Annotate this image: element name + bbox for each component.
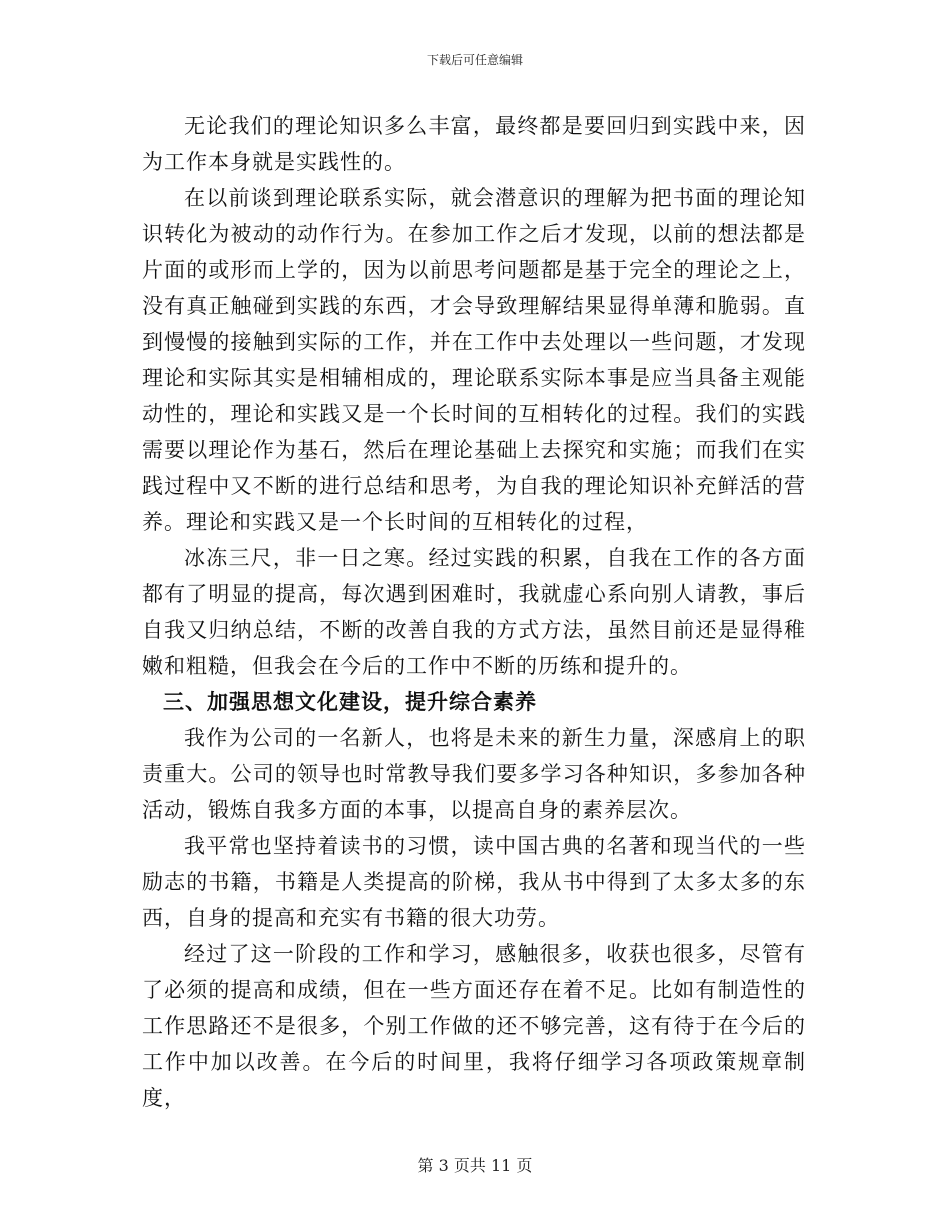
paragraph-4: 我作为公司的一名新人，也将是未来的新生力量，深感肩上的职责重大。公司的领导也时常教导我们要多学习各种知识，多参加各种活动，锻炼自我多方面的本事，以提高自身的素养层次。 <box>142 726 806 822</box>
page-header: 下载后可任意编辑 <box>426 53 523 67</box>
paragraph-1: 无论我们的理论知识多么丰富，最终都是要回归到实践中来，因为工作本身就是实践性的。 <box>142 114 806 174</box>
paragraph-6: 经过了这一阶段的工作和学习，感触很多，收获也很多，尽管有了必须的提高和成绩，但在一些方面还存在着不足。比如有制造性的工作思路还不是很多，个别工作做的还不够完善，这有待于在今后的工作中加以改善。在今后的时间里，我将仔细学习各项政策规章制度， <box>142 942 806 1110</box>
paragraph-5: 我平常也坚持着读书的习惯，读中国古典的名著和现当代的一些励志的书籍，书籍是人类提高的阶梯，我从书中得到了太多太多的东西，自身的提高和充实有书籍的很大功劳。 <box>142 834 806 930</box>
paragraph-3: 冰冻三尺，非一日之寒。经过实践的积累，自我在工作的各方面都有了明显的提高，每次遇到困难时，我就虚心系向别人请教，事后自我又归纳总结，不断的改善自我的方式方法，虽然目前还是显得稚嫩和粗糙，但我会在今后的工作中不断的历练和提升的。 <box>142 546 806 678</box>
paragraph-2: 在以前谈到理论联系实际，就会潜意识的理解为把书面的理论知识转化为被动的动作行为。在参加工作之后才发现，以前的想法都是片面的或形而上学的，因为以前思考问题都是基于完全的理论之上，没有真正触碰到实践的东西，才会导致理解结果显得单薄和脆弱。直到慢慢的接触到实际的工作，并在工作中去处理以一些问题，才发现理论和实际其实是相辅相成的，理论联系实际本事是应当具备主观能动性的，理论和实践又是一个长时间的互相转化的过程。我们的实践需要以理论作为基石，然后在理论基础上去探究和实施；而我们在实践过程中又不断的进行总结和思考，为自我的理论知识补充鲜活的营养。理论和实践又是一个长时间的互相转化的过程， <box>142 186 806 534</box>
section-heading: 三、加强思想文化建设，提升综合素养 <box>163 689 537 714</box>
document-body <box>142 108 806 1116</box>
page-footer: 第 3 页共 11 页 <box>417 1156 533 1175</box>
